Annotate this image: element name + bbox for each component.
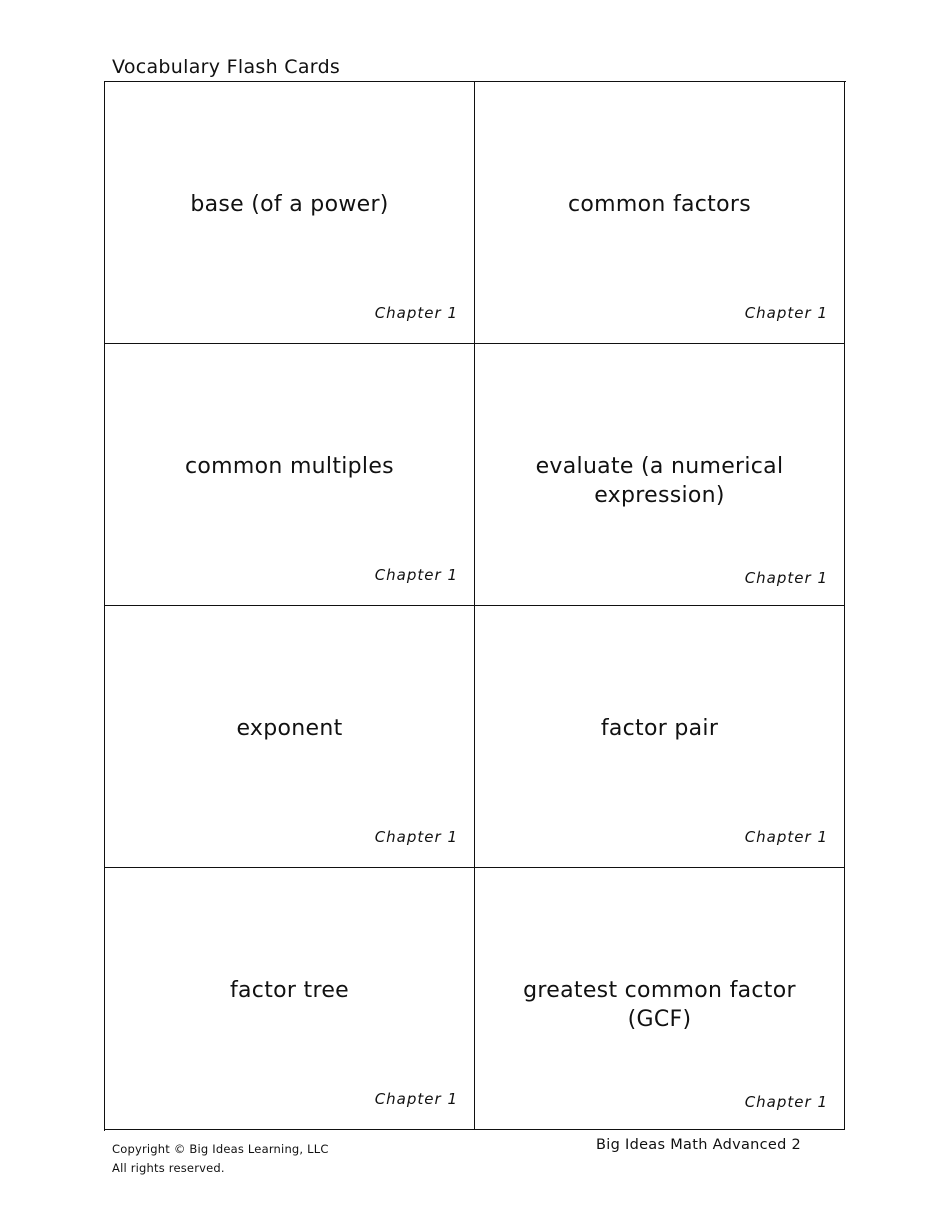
card-chapter: Chapter 1 xyxy=(374,1090,458,1108)
flash-card xyxy=(475,868,845,1130)
card-term: greatest common factor (GCF) xyxy=(523,978,796,1032)
copyright-notice xyxy=(112,1140,329,1178)
flash-card xyxy=(105,868,475,1130)
card-term: base (of a power) xyxy=(190,192,389,217)
card-term: common factors xyxy=(568,192,751,217)
flash-card xyxy=(105,344,475,606)
flash-card xyxy=(105,606,475,868)
copyright-line: Copyright © Big Ideas Learning, LLC xyxy=(112,1142,329,1156)
card-term: exponent xyxy=(236,716,343,741)
rights-line: All rights reserved. xyxy=(112,1161,225,1175)
card-chapter: Chapter 1 xyxy=(744,304,828,322)
card-term: factor pair xyxy=(600,716,719,741)
card-term: factor tree xyxy=(229,978,349,1003)
flash-card xyxy=(475,606,845,868)
book-title: Big Ideas Math Advanced 2 xyxy=(596,1137,802,1153)
page-title: Vocabulary Flash Cards xyxy=(112,56,341,78)
flash-card xyxy=(475,344,845,606)
card-chapter: Chapter 1 xyxy=(744,1093,828,1111)
flash-card xyxy=(105,82,475,344)
card-chapter: Chapter 1 xyxy=(744,569,828,587)
card-chapter: Chapter 1 xyxy=(374,566,458,584)
card-chapter: Chapter 1 xyxy=(374,304,458,322)
card-term: evaluate (a numerical expression) xyxy=(535,454,784,508)
card-term: common multiples xyxy=(185,454,394,479)
card-chapter: Chapter 1 xyxy=(744,828,828,846)
card-chapter: Chapter 1 xyxy=(374,828,458,846)
flash-card-grid xyxy=(104,81,846,1131)
flash-card xyxy=(475,82,845,344)
